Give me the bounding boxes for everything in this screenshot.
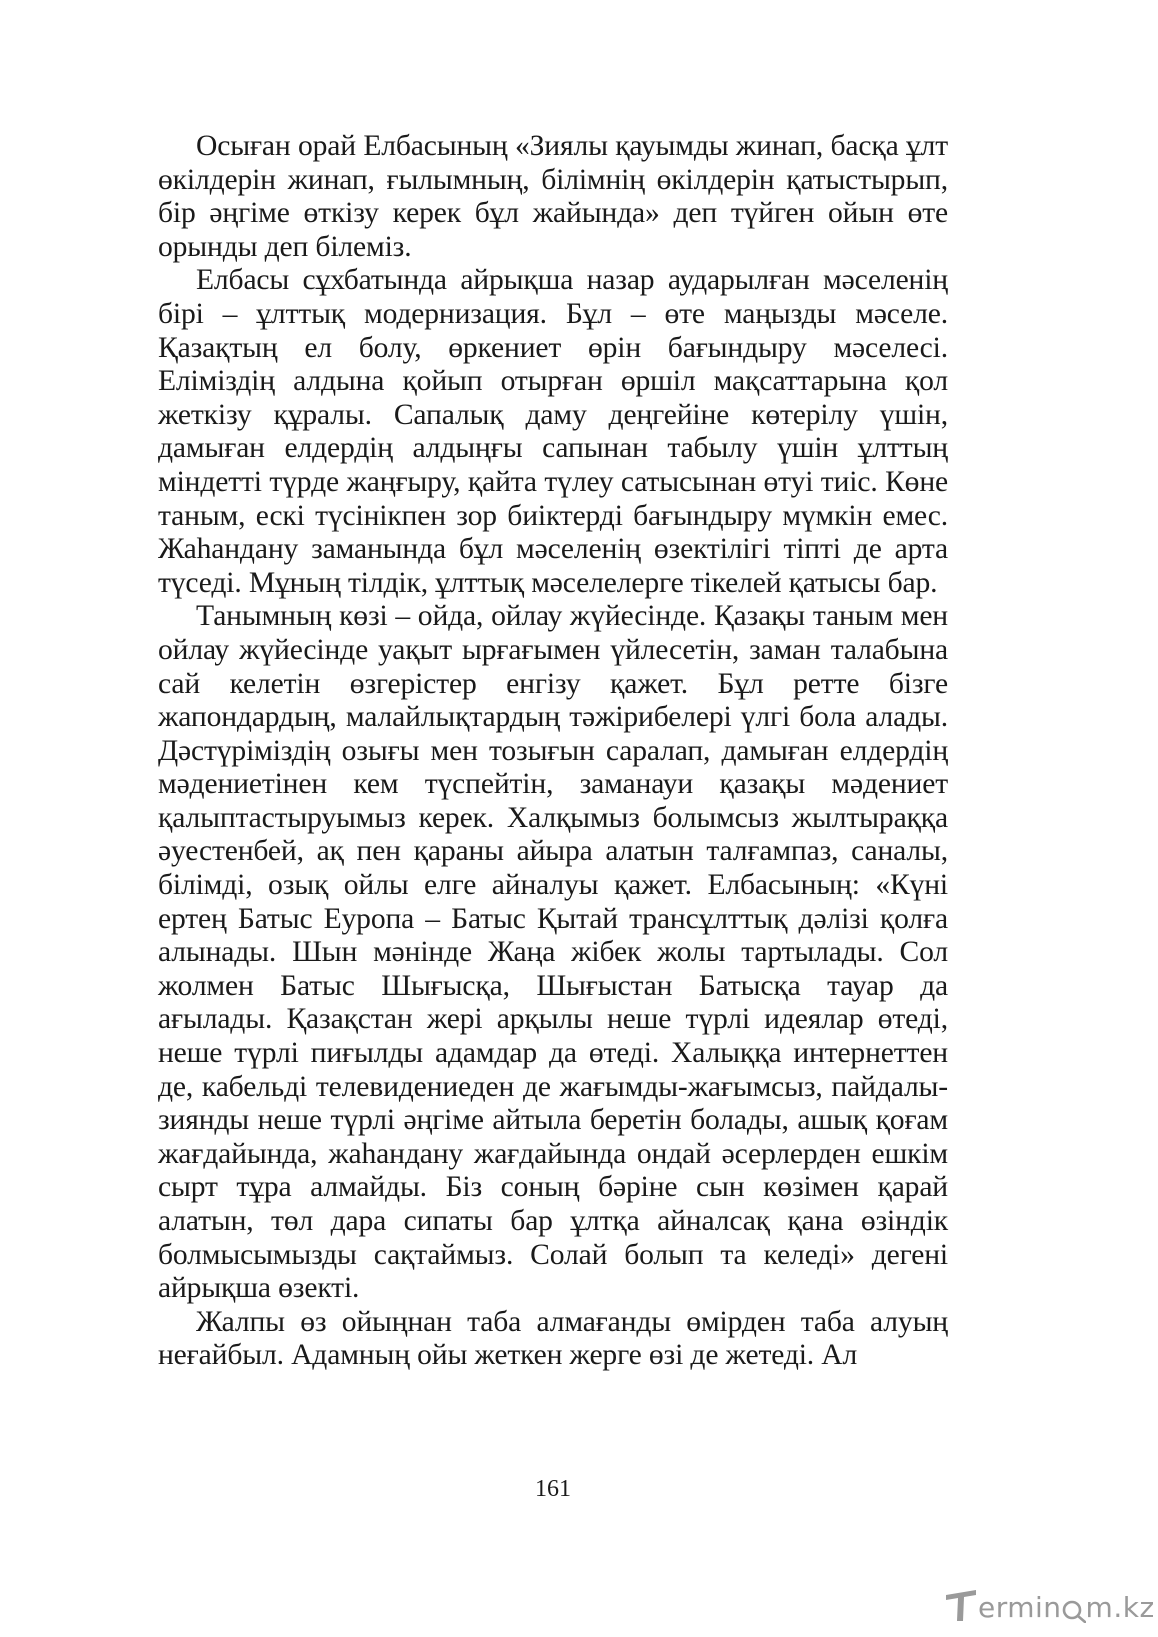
- magnifier-o-icon: [1062, 1597, 1086, 1623]
- paragraph: Осыған орай Елбасының «Зиялы қауымды жинап, басқа ұлт өкілдерін жинап, ғылымның, білімнің өкілдерін қатыстырып, бір әңгіме өткізу керек бұл жайында» деп түйген ойын өте орынды деп білеміз.: [158, 130, 948, 263]
- site-watermark: [944, 1583, 1155, 1623]
- terminom-logo-icon: [944, 1587, 978, 1623]
- paragraph: Елбасы сұхбатында айрықша назар аударылған мәселенің бірі – ұлттық модернизация. Бұл – өте маңызды мәселе. Қазақтың ел болу, өркениет өрін бағындыру мәселесі. Еліміздің алдына қойып отырған өршіл мақсаттарына қол жеткізу құралы. Сапалық даму деңгейіне көтерілу үшін, дамыған елдердің алдыңғы сапынан табылу үшін ұлттың міндетті түрде жаңғыру, қайта түлеу сатысынан өтуі тиіс. Көне таным, ескі түсінікпен зор биіктерді бағындыру мүмкін емес. Жаһандану заманында бұл мәселенің өзектілігі тіпті де арта түседі. Мұның тілдік, ұлттық мәселелерге тікелей қатысы бар.: [158, 264, 948, 599]
- watermark-text-start: ermin: [978, 1591, 1062, 1624]
- page-number: 161: [535, 1476, 571, 1502]
- watermark-text-end: m.kz: [1085, 1591, 1155, 1624]
- document-page: [158, 130, 948, 1590]
- paragraph: Жалпы өз ойыңнан таба алмағанды өмірден таба алуың неғайбыл. Адамның ойы жеткен жерге өзі де жетеді. Ал: [158, 1305, 948, 1372]
- paragraph: Танымның көзі – ойда, ойлау жүйесінде. Қазақы таным мен ойлау жүйесінде уақыт ырғағымен үйлесетін, заман талабына сай келетін өзгерістер енгізу қажет. Бұл ретте бізге жапондардың, малайлықтардың тәжірибелері үлгі бола алады. Дәстүріміздің озығы мен тозығын саралап, дамыған елдердің мәдениетінен кем түспейтін, заманауи қазақы мәдениет қалыптастыруымыз керек. Халқымыз болымсыз жылтыраққа әуестенбей, ақ пен қараны айыра алатын талғампаз, саналы, білімді, озық ойлы елге айналуы қажет. Елбасының: «Күні ертең Батыс Еуропа – Батыс Қытай трансұлттық дәлізі қолға алынады. Шын мәнінде Жаңа жібек жолы тартылады. Сол жолмен Батыс Шығысқа, Шығыстан Батысқа тауар да ағылады. Қазақстан жері арқылы неше түрлі идеялар өтеді, неше түрлі пиғылды адамдар да өтеді. Халыққа интернеттен де, кабельді телевидениеден де жағымды-жағымсыз, пайдалы-зиянды неше түрлі әңгіме айтыла беретін болады, ашық қоғам жағдайында, жаһандану жағдайында ондай әсерлерден ешкім сырт тұра алмайды. Біз соның бәріне сын көзімен қарай алатын, төл дара сипаты бар ұлтқа айналсақ қана өзіндік болмысымызды сақтаймыз. Солай болып та келеді» дегені айрықша өзекті.: [158, 600, 948, 1305]
